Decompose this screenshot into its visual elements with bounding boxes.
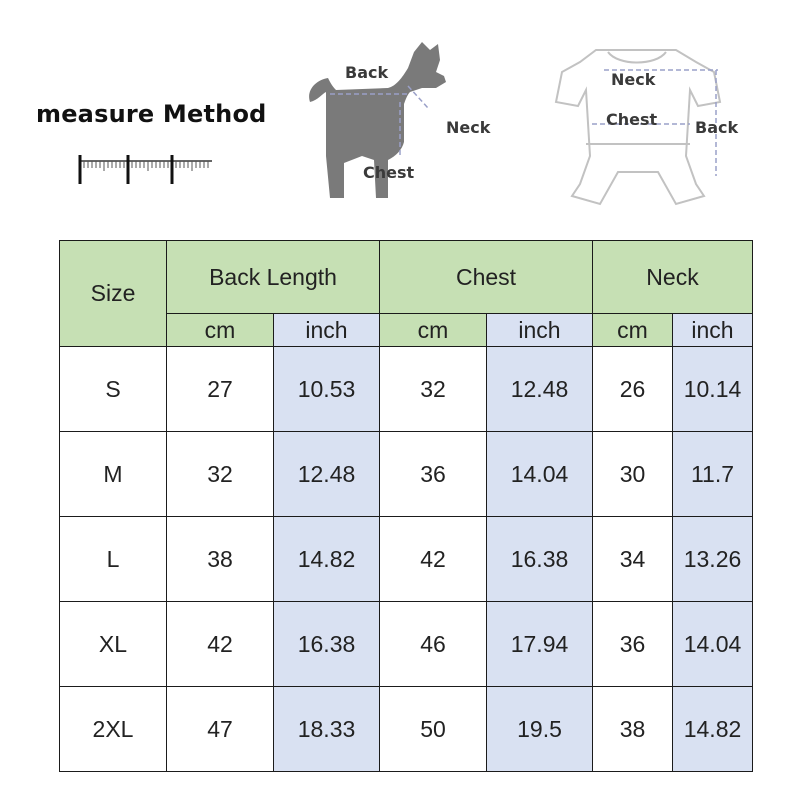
unit-header: cm <box>593 314 673 347</box>
value-cell: 14.04 <box>673 602 753 687</box>
measure-method-header <box>0 0 800 220</box>
value-cell: 42 <box>167 602 274 687</box>
size-cell: XL <box>60 602 167 687</box>
back-length-header: Back Length <box>167 241 380 314</box>
value-cell: 26 <box>593 347 673 432</box>
size-cell: L <box>60 517 167 602</box>
value-cell: 27 <box>167 347 274 432</box>
size-cell: M <box>60 432 167 517</box>
value-cell: 18.33 <box>274 687 380 772</box>
shirt-back-label: Back <box>695 118 739 137</box>
dog-back-label: Back <box>345 63 389 82</box>
table-header-row <box>60 241 753 314</box>
table-row <box>60 687 753 772</box>
value-cell: 30 <box>593 432 673 517</box>
unit-header: cm <box>167 314 274 347</box>
value-cell: 14.82 <box>673 687 753 772</box>
shirt-neck-label: Neck <box>611 70 656 89</box>
value-cell: 19.5 <box>487 687 593 772</box>
value-cell: 12.48 <box>274 432 380 517</box>
table-row <box>60 517 753 602</box>
value-cell: 38 <box>167 517 274 602</box>
shirt-chest-label: Chest <box>606 110 658 129</box>
value-cell: 32 <box>167 432 274 517</box>
table-row <box>60 602 753 687</box>
table-row <box>60 432 753 517</box>
value-cell: 36 <box>593 602 673 687</box>
value-cell: 50 <box>380 687 487 772</box>
value-cell: 36 <box>380 432 487 517</box>
unit-header: cm <box>380 314 487 347</box>
dog-neck-label: Neck <box>446 118 491 137</box>
neck-header: Neck <box>593 241 753 314</box>
value-cell: 16.38 <box>274 602 380 687</box>
value-cell: 38 <box>593 687 673 772</box>
chest-header: Chest <box>380 241 593 314</box>
measure-method-title: measure Method <box>36 100 267 128</box>
value-cell: 47 <box>167 687 274 772</box>
value-cell: 14.04 <box>487 432 593 517</box>
value-cell: 46 <box>380 602 487 687</box>
value-cell: 32 <box>380 347 487 432</box>
dog-chest-label: Chest <box>363 163 415 182</box>
value-cell: 42 <box>380 517 487 602</box>
size-chart-table <box>59 240 753 772</box>
value-cell: 11.7 <box>673 432 753 517</box>
size-cell: S <box>60 347 167 432</box>
size-column-header: Size <box>60 241 167 347</box>
unit-header: inch <box>487 314 593 347</box>
value-cell: 12.48 <box>487 347 593 432</box>
value-cell: 17.94 <box>487 602 593 687</box>
value-cell: 10.53 <box>274 347 380 432</box>
unit-header: inch <box>274 314 380 347</box>
size-cell: 2XL <box>60 687 167 772</box>
unit-header: inch <box>673 314 753 347</box>
value-cell: 14.82 <box>274 517 380 602</box>
value-cell: 13.26 <box>673 517 753 602</box>
table-row <box>60 347 753 432</box>
value-cell: 34 <box>593 517 673 602</box>
value-cell: 16.38 <box>487 517 593 602</box>
value-cell: 10.14 <box>673 347 753 432</box>
ruler-icon <box>78 152 218 186</box>
